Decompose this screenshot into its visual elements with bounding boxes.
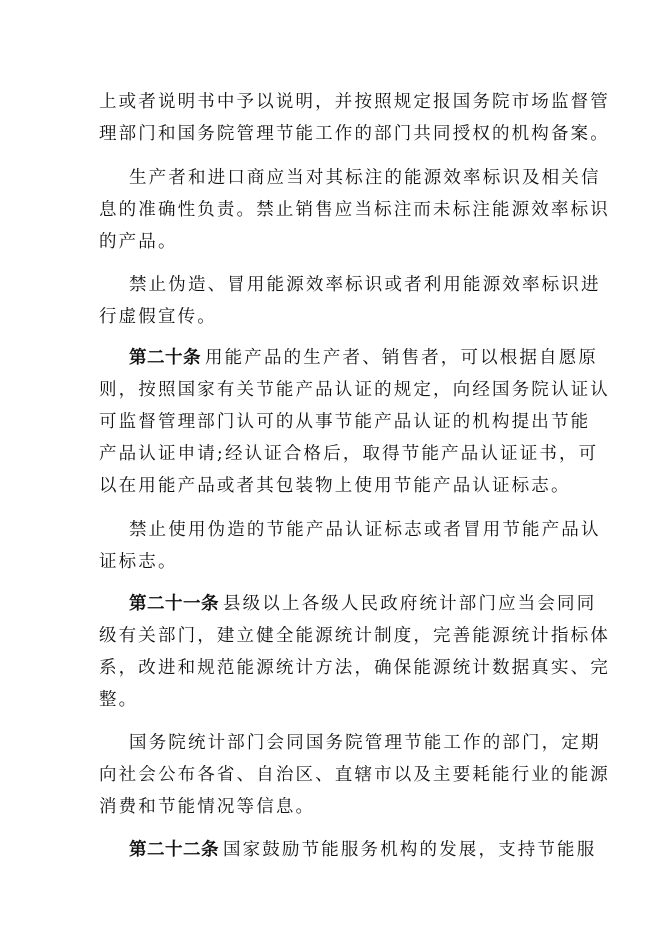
text-line: 息的准确性负责。禁止销售应当标注而未标注能源效率标识: [99, 200, 610, 220]
article-20-first-line: [129, 343, 598, 373]
text-line: 禁止伪造、冒用能源效率标识或者利用能源效率标识进: [129, 275, 601, 295]
text-segment: 县级以上各级人民政府统计部门应当会同同: [223, 594, 597, 614]
text-line: 禁止使用伪造的节能产品认证标志或者冒用节能产品认: [129, 520, 601, 540]
text-line: 产品认证申请;经认证合格后，取得节能产品认证证书，可: [99, 444, 599, 464]
text-line: 整。: [99, 690, 139, 710]
text-line: 证标志。: [99, 552, 178, 572]
text-line: 国务院统计部门会同国务院管理节能工作的部门，定期: [129, 733, 601, 753]
text-line: 以在用能产品或者其包装物上使用节能产品认证标志。: [99, 476, 571, 496]
article-heading: 第二十二条: [129, 840, 219, 860]
article-heading: 第二十条: [129, 348, 201, 368]
text-line: 消费和节能情况等信息。: [99, 797, 316, 817]
text-segment: 国家鼓励节能服务机构的发展，支持节能服: [223, 840, 597, 860]
text-line: 理部门和国务院管理节能工作的部门共同授权的机构备案。: [99, 124, 610, 144]
text-line: 级有关部门，建立健全能源统计制度，完善能源统计指标体: [99, 626, 610, 646]
text-line: 则，按照国家有关节能产品认证的规定，向经国务院认证认: [99, 380, 610, 400]
text-line: 行虚假宣传。: [99, 307, 217, 327]
text-line: 的产品。: [99, 232, 178, 252]
text-line: 生产者和进口商应当对其标注的能源效率标识及相关信: [129, 168, 601, 188]
text-line: 系，改进和规范能源统计方法，确保能源统计数据真实、完: [99, 658, 610, 678]
article-heading: 第二十一条: [129, 594, 219, 614]
article-22-first-line: [129, 835, 597, 865]
text-line: 可监督管理部门认可的从事节能产品认证的机构提出节能: [99, 412, 591, 432]
text-line: 上或者说明书中予以说明，并按照规定报国务院市场监督管: [99, 92, 610, 112]
text-segment: 用能产品的生产者、销售者，可以根据自愿原: [205, 348, 598, 368]
article-21-first-line: [129, 589, 597, 619]
text-line: 向社会公布各省、自治区、直辖市以及主要耗能行业的能源: [99, 765, 610, 785]
